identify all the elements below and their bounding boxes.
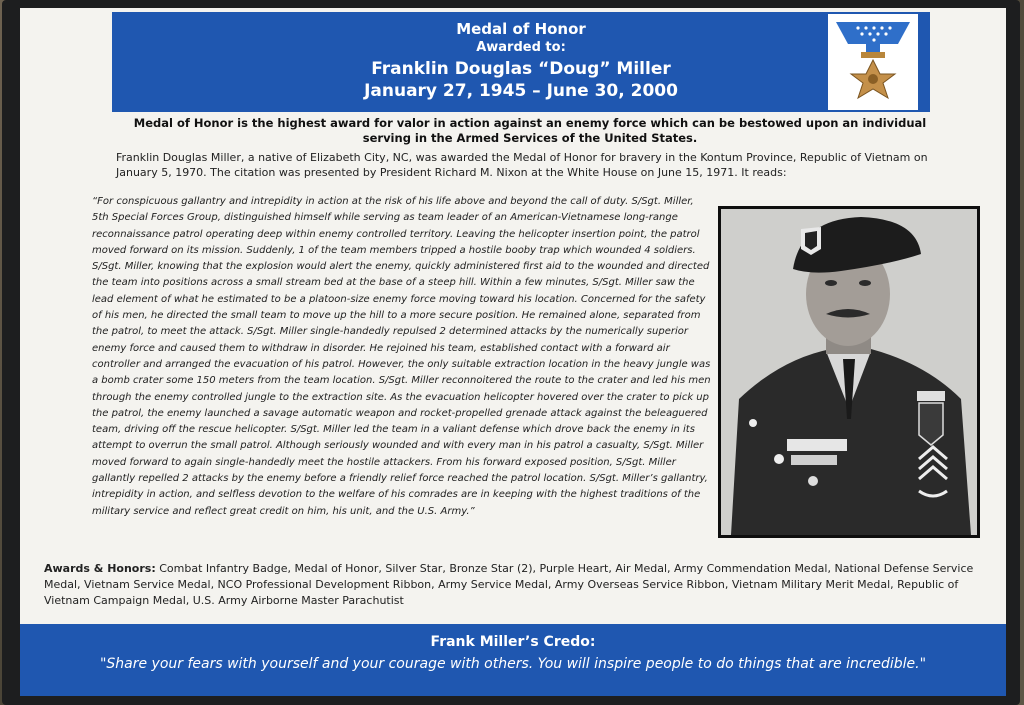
plaque-frame [2,0,1020,705]
medal-description: Medal of Honor is the highest award for valor in action against an enemy force which can be bestowed upon an individual serving in the Armed Services of the United States. [133,116,927,145]
honoree-dates: January 27, 1945 – June 30, 2000 [364,81,678,101]
intro-paragraph: Franklin Douglas Miller, a native of Elizabeth City, NC, was awarded the Medal of Honor for bravery in the Kontum Province, Republic of Vietnam on January 5, 1970. The citation was presented by President Richard M. Nixon at the White House on June 15, 1971. It reads: [116,151,928,179]
header-subtitle: Awarded to: [476,40,566,55]
honoree-name: Franklin Douglas “Doug” Miller [371,59,671,79]
credo-title: Frank Miller’s Credo: [430,634,596,650]
medal-of-honor-icon [828,14,918,110]
awards-and-honors [44,561,994,609]
credo-quote: "Share your fears with yourself and your courage with others. You will inspire people to do things that are incredible." [99,656,927,672]
credo-banner [20,624,1006,696]
citation-text: “For conspicuous gallantry and intrepidity in action at the risk of his life above and beyond the call of duty. S/Sgt. Miller, 5th Special Forces Group, distinguished himself while serving as team leader of an American-Vietnamese long-range reconnaissance patrol operating deep within enemy controlled territory. Leaving the helicopter insertion point, the patrol moved forward on its mission. Suddenly, 1 of the team members tripped a hostile booby trap which wounded 4 soldiers. S/Sgt. Miller, knowing that the explosion would alert the enemy, quickly administered first aid to the wounded and directed the team into positions across a small stream bed at the base of a steep hill. Within a few minutes, S/Sgt. Miller saw the lead element of what he estimated to be a platoon-size enemy force moving toward his location. Concerned for the safety of his men, he directed the small team to move up the hill to a more secure position. He remained alone, separated from the patrol, to meet the attack. S/Sgt. Miller single-handedly repulsed 2 determined attacks by the numerically superior enemy force and caused them to withdraw in disorder. He rejoined his team, established contact with a forward air controller and arranged the evacuation of his patrol. However, the only suitable extraction location in the heavy jungle was a bomb crater some 150 meters from the team location. S/Sgt. Miller reconnoitered the route to the crater and led his men through the enemy controlled jungle to the extraction site. As the evacuation helicopter hovered over the crater to pick up the patrol, the enemy launched a savage automatic weapon and rocket-propelled grenade attack against the beleaguered team, driving off the rescue helicopter. S/Sgt. Miller led the team in a valiant defense which drove back the enemy in its attempt to overrun the small patrol. Although seriously wounded and with every man in his patrol a casualty, S/Sgt. Miller moved forward to again single-handedly meet the hostile attackers. From his forward exposed position, S/Sgt. Miller gallantly repelled 2 attacks by the enemy before a friendly relief force reached the patrol location. S/Sgt. Miller’s gallantry, intrepidity in action, and selfless devotion to the welfare of his comrades are in keeping with the highest traditions of the military service and reflect great credit on him, his unit, and the U.S. Army.” [92,196,711,517]
memorial-plaque [20,8,1006,696]
soldier-portrait [718,206,980,538]
awards-list: Combat Infantry Badge, Medal of Honor, Silver Star, Bronze Star (2), Purple Heart, Air Medal, Army Commendation Medal, National Defense Service Medal, Vietnam Service Medal, NCO Professional Development Ribbon, Army Service Medal, Army Overseas Service Ribbon, Vietnam Military Merit Medal, Republic of Vietnam Campaign Medal, U.S. Army Airborne Master Parachutist [44,562,974,607]
awards-label: Awards & Honors: [44,562,156,575]
plaque-header [112,12,930,112]
header-title: Medal of Honor [456,20,586,38]
